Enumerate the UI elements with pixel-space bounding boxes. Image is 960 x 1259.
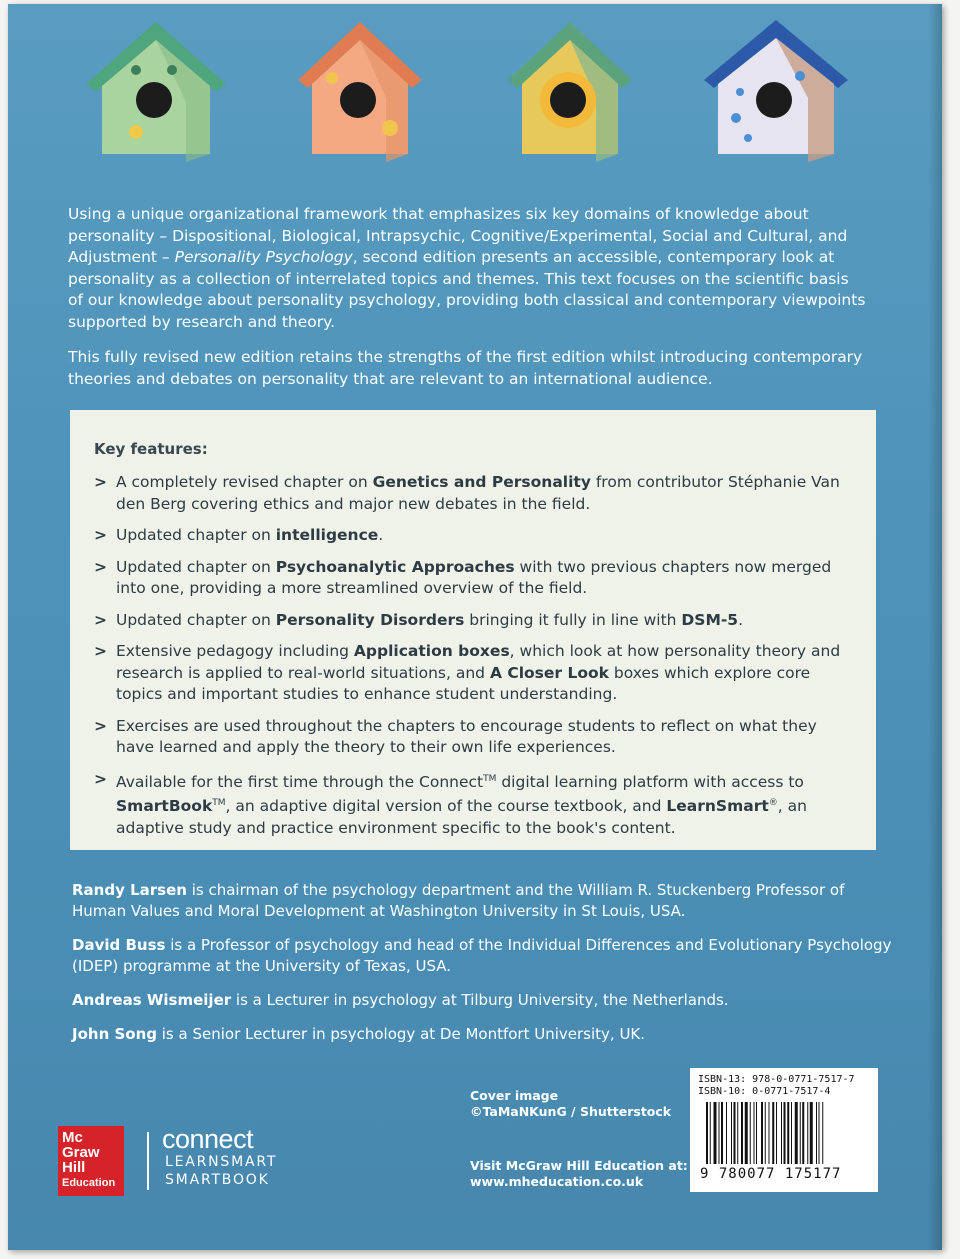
orange-birdhouse-image [290, 14, 430, 164]
author-name: John Song [72, 1025, 157, 1043]
author-bios [72, 880, 892, 1058]
author-bio: David Buss is a Professor of psychology and head of the Individual Differences and Evolutionary Psychology (IDEP) programme at the University of Texas, USA. [72, 936, 892, 975]
feature-item: > Available for the first time through the Connect™ digital learning platform with access to SmartBook™, an adaptive digital version of the course textbook, and LearnSmart®, an adaptive study and practice environment specific to the book's content. [94, 769, 807, 837]
cover-edge-shadow [928, 4, 942, 1250]
description-paragraph-1: Using a unique organizational framework that emphasizes six key domains of knowledge about personality – Dispositional, Biological, Intrapsychic, Cognitive/Experimental, Social and Cultural, and Adjustment – Personality Psychology, second edition presents an accessible, contemporary look at personality as a collection of interrelated topics and themes. This text focuses on the scientific basis of our knowledge about personality psychology, providing both classical and contemporary viewpoints supported by research and theory. [68, 205, 866, 331]
book-title-italic: Personality Psychology [174, 248, 353, 266]
bullet-chevron: > [94, 642, 107, 660]
learnsmart-logo: LEARNSMART [165, 1154, 278, 1170]
ean-digits: 9 780077 175177 [700, 1166, 842, 1182]
feature-item: > Updated chapter on intelligence. [94, 525, 848, 547]
cover-image-credit: Cover image ©TaMaNKunG / Shutterstock [470, 1088, 672, 1119]
feature-item: > Updated chapter on Psychoanalytic Approaches with two previous chapters now merged into one, providing a more streamlined overview of the field. [94, 557, 832, 597]
author-bio: John Song is a Senior Lecturer in psychology at De Montfort University, UK. [72, 1025, 646, 1043]
bullet-chevron: > [94, 473, 107, 491]
author-name: David Buss [72, 936, 166, 954]
mcgraw-hill-logo: Mc Graw Hill Education [58, 1126, 124, 1196]
key-features-panel [70, 410, 876, 850]
author-bio: Andreas Wismeijer is a Lecturer in psychology at Tilburg University, the Netherlands. [72, 991, 729, 1009]
key-features-list [94, 472, 848, 839]
publisher-website: Visit McGraw Hill Education at: www.mheducation.co.uk [470, 1158, 688, 1189]
bullet-chevron: > [94, 716, 107, 735]
author-bio: Randy Larsen is chairman of the psychology department and the William R. Stuckenberg Professor of Human Values and Moral Development at Washington University in St Louis, USA. [72, 881, 845, 920]
isbn-13: ISBN-13: 978-0-0771-7517-7 [698, 1074, 855, 1085]
book-description [68, 204, 868, 404]
book-back-cover [8, 4, 942, 1250]
description-paragraph-2: This fully revised new edition retains the strengths of the first edition whilst introducing contemporary theories and debates on personality that are relevant to an international audience. [68, 348, 863, 388]
smartbook-logo: SMARTBOOK [165, 1172, 270, 1188]
connect-logo: connect [162, 1124, 254, 1154]
feature-item: > Exercises are used throughout the chapters to encourage students to reflect on what they have learned and apply the theory to their own life experiences. [94, 716, 817, 756]
bullet-chevron: > [94, 526, 107, 544]
bullet-chevron: > [94, 769, 107, 788]
bullet-chevron: > [94, 610, 107, 629]
feature-item: > Extensive pedagogy including Application boxes, which look at how personality theory and research is applied to real-world situations, and A Closer Look boxes which explore core topics and important studies to enhance student understanding. [94, 642, 841, 703]
isbn-10: ISBN-10: 0-0771-7517-4 [698, 1086, 831, 1097]
author-name: Randy Larsen [72, 881, 187, 899]
blue-dotted-birdhouse-image [696, 14, 856, 164]
key-features-heading: Key features: [94, 440, 208, 458]
logo-divider [147, 1132, 149, 1190]
sunflower-birdhouse-image [500, 14, 640, 164]
feature-item: > Updated chapter on Personality Disorders bringing it fully in line with DSM-5. [94, 610, 848, 632]
author-name: Andreas Wismeijer [72, 991, 232, 1009]
green-birdhouse-image [76, 14, 236, 164]
isbn-barcode [690, 1068, 878, 1192]
barcode-bars [706, 1102, 862, 1164]
isbn-numbers [698, 1074, 870, 1098]
bullet-chevron: > [94, 557, 107, 576]
feature-item: > A completely revised chapter on Genetics and Personality from contributor Stéphanie Van den Berg covering ethics and major new debates in the field. [94, 473, 840, 513]
